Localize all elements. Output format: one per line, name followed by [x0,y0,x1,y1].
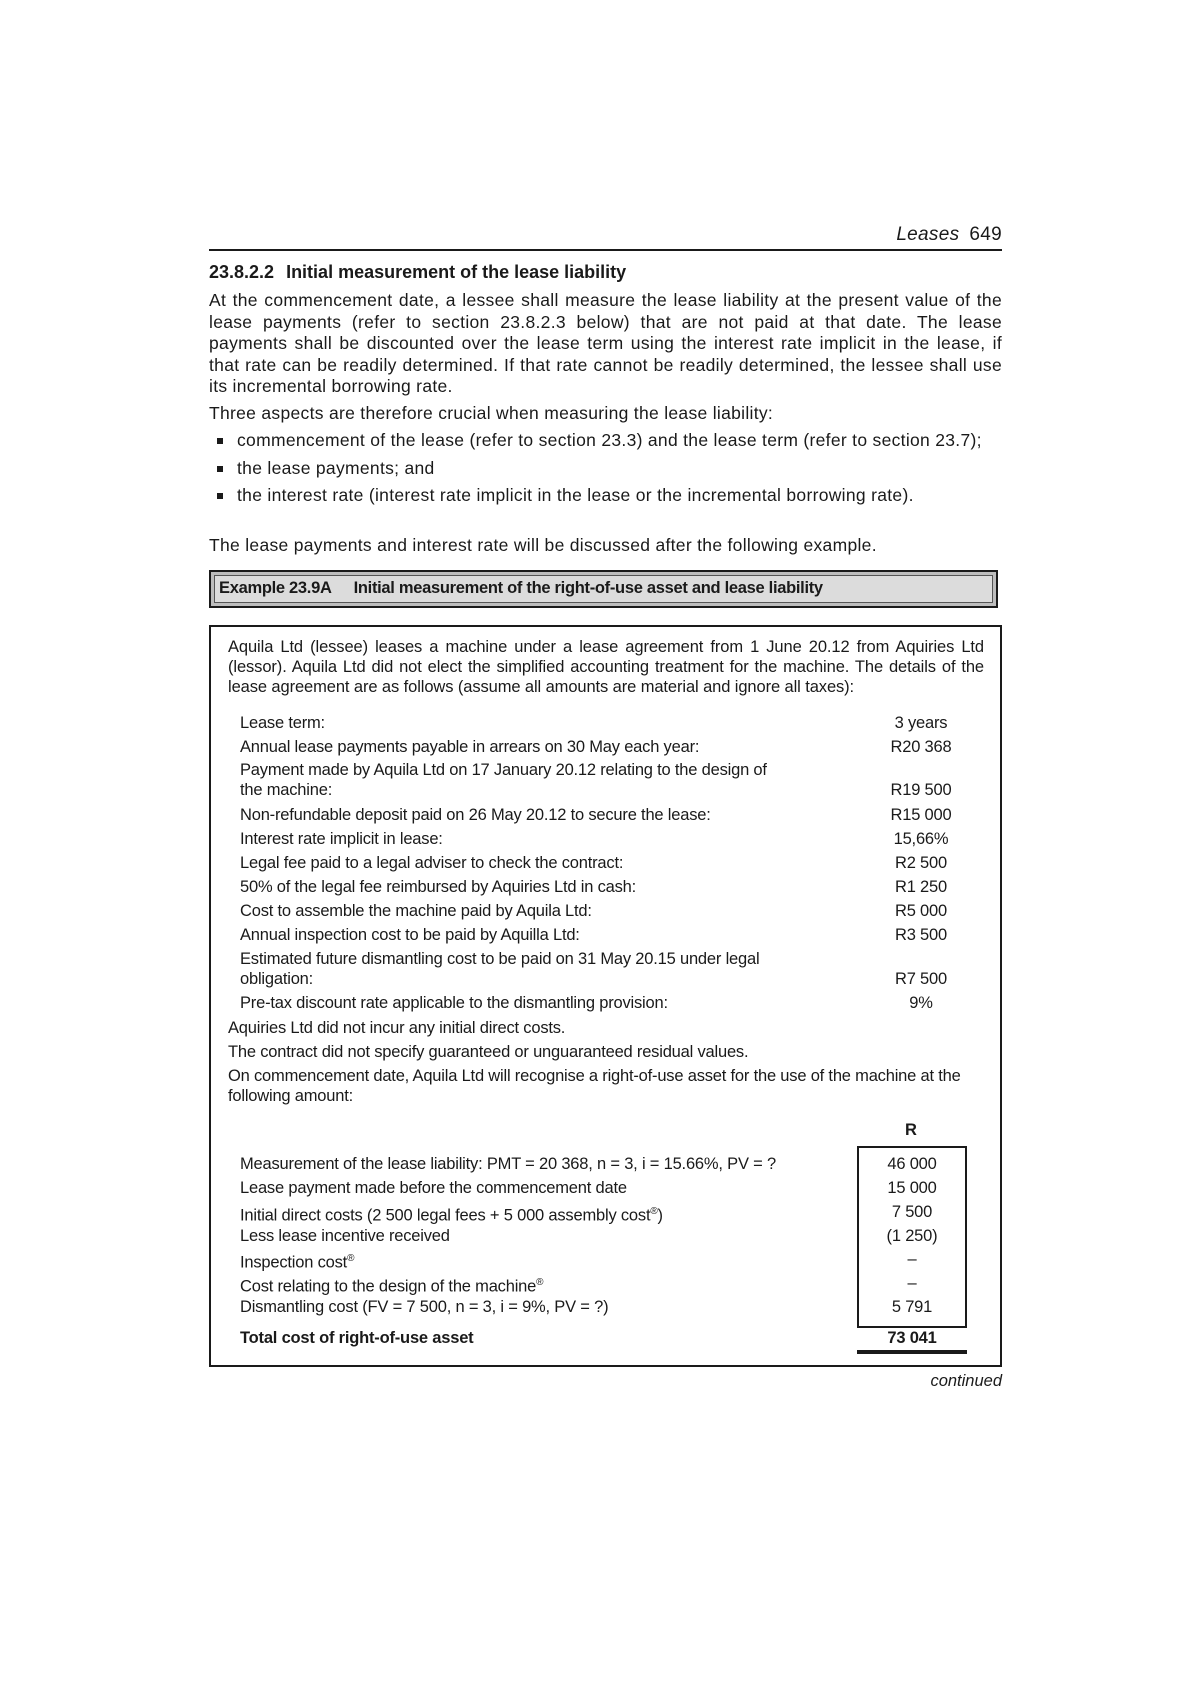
chapter-title: Leases [896,224,960,245]
list-item: the lease payments; and [209,458,1002,480]
example-note: The contract did not specify guaranteed or unguaranteed residual values. [228,1043,749,1061]
example-box: Aquila Ltd (lessee) leases a machine under a lease agreement from 1 June 20.12 from Aquiries Ltd (lessor). Aquila Ltd did not elect the simplified accounting treatment for the machine. The details of the lease agreement are as follows (assume all amounts are material and ignore all taxes): Lease term: 3 years Annual lease payments payable in arrears on 30 May each year: R20 368 Payment made by Aquila Ltd on 17 January 20.12 relating to the design of the machine: R19 500 Non-refundable deposit paid on 26 May 20.12 to secure the lease: R15 000 Interest rate implicit in lease: 15,66% Legal fee paid to a legal adviser to check the contract: R2 500 50% of the legal fee reimbursed by Aquiries Ltd in cash: R1 250 Cost to assemble the machine paid by Aquila Ltd: R5 000 Annual inspection cost to be paid by Aquilla Ltd: R3 500 Estimated future dismantling cost to be paid on 31 May 20.15 under legal obligation: R7 500 Pre-tax discount rate applicable to the dismantling provision: 9% Aquiries Ltd did not incur any initial direct costs. The contract did not specify guaranteed or unguaranteed residual values. On commencement date, Aquila Ltd will recognise a right-of-use asset for the use of the machine at the following amount: R Measurement of the lease liability: PMT = 20 368, n = 3, i = 15.66%, PV = ? 46 000 Lease payment made before the commencement date 15 000 Initial direct costs (2 500 legal fees + 5 000 assembly cost®) 7 500 Less lease incentive received (1 250) Inspection cost® – Cost relating to the design of the machine® – Dismantling cost (FV = 7 500, n = 3, i = 9%, PV = ?) 5 791 Total cost of right-of-use asset 73 041 [209,625,1002,1367]
double-underline [857,1350,967,1354]
page-number: 649 [969,224,1002,245]
running-head [209,224,1002,246]
section-heading [209,262,626,283]
section-title: Initial measurement of the lease liability [286,262,627,282]
list-item: the interest rate (interest rate implicit in the lease or the incremental borrowing rate). [209,485,1002,507]
bullet-list [209,430,1002,513]
continued-note: continued [930,1372,1002,1390]
example-note: Aquiries Ltd did not incur any initial direct costs. [228,1019,566,1037]
paragraph: At the commencement date, a lessee shall measure the lease liability at the present value of the lease payments (refer to section 23.8.2.3 below) that are not paid at that date. The lease payments shall be discounted over the lease term using the interest rate implicit in the lease, if that rate can be readily determined. If that rate cannot be readily determined, the lessee shall use its incremental borrowing rate. [209,290,1002,396]
example-label: Example 23.9A [219,579,332,597]
paragraph: Three aspects are therefore crucial when measuring the lease liability: [209,403,774,423]
example-title: Initial measurement of the right-of-use asset and lease liability [353,579,823,597]
column-header: R [905,1121,917,1139]
bullet-icon [217,493,223,499]
bullet-icon [217,466,223,472]
paragraph: The lease payments and interest rate will be discussed after the following example. [209,535,877,555]
header-rule [209,249,1002,251]
section-number: 23.8.2.2 [209,262,275,282]
note-mark-icon: ® [536,1277,544,1288]
example-note: On commencement date, Aquila Ltd will recognise a right-of-use asset for the use of the machine at the following amount: [228,1067,961,1105]
note-mark-icon: ® [347,1253,355,1264]
note-mark-icon: ® [650,1206,658,1217]
bullet-icon [217,438,223,444]
list-item: commencement of the lease (refer to section 23.3) and the lease term (refer to section 23.7); [209,430,1002,452]
example-intro: Aquila Ltd (lessee) leases a machine under a lease agreement from 1 June 20.12 from Aquiries Ltd (lessor). Aquila Ltd did not elect the simplified accounting treatment for the machine. The details of the lease agreement are as follows (assume all amounts are material and ignore all taxes): [228,638,984,696]
example-banner [209,570,998,608]
